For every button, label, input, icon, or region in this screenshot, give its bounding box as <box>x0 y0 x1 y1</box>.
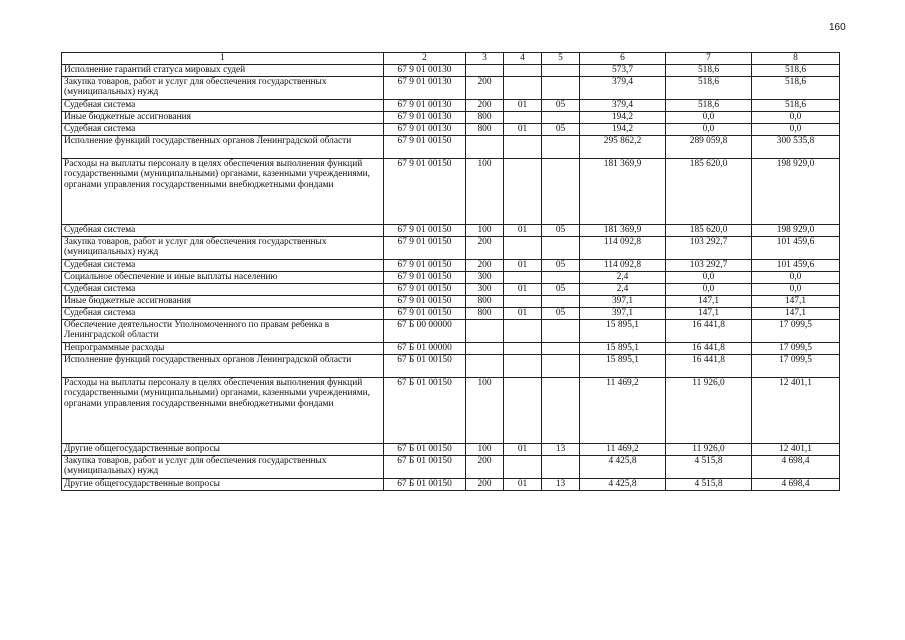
table-row <box>62 283 840 295</box>
cell-name: Иные бюджетные ассигнования <box>62 295 384 307</box>
cell-name: Судебная система <box>62 123 384 135</box>
cell-amount-year2: 185 620,0 <box>666 158 752 224</box>
cell-subsection <box>542 354 580 377</box>
header-cell: 6 <box>580 53 666 65</box>
budget-table <box>61 52 840 491</box>
cell-amount-year2: 289 059,8 <box>666 135 752 158</box>
cell-amount-year2: 11 926,0 <box>666 443 752 455</box>
header-cell: 5 <box>542 53 580 65</box>
cell-code: 67 9 01 00150 <box>384 135 466 158</box>
cell-code: 67 Б 01 00150 <box>384 443 466 455</box>
table-row <box>62 271 840 283</box>
cell-name: Расходы на выплаты персоналу в целях обеспечения выполнения функций государственными (муниципальными) органами, казенными учреждениями, органами управления государственными внебюджетными фондами <box>62 158 384 224</box>
table-row <box>62 64 840 76</box>
cell-code: 67 9 01 00130 <box>384 64 466 76</box>
cell-expense-type: 100 <box>466 443 504 455</box>
table-row <box>62 76 840 99</box>
cell-section: 01 <box>504 99 542 111</box>
table-row <box>62 99 840 111</box>
header-cell: 4 <box>504 53 542 65</box>
cell-subsection <box>542 111 580 123</box>
cell-expense-type <box>466 135 504 158</box>
cell-subsection <box>542 158 580 224</box>
table-row <box>62 123 840 135</box>
cell-expense-type: 200 <box>466 455 504 478</box>
cell-name: Обеспечение деятельности Уполномоченного по правам ребенка в Ленинградской области <box>62 319 384 342</box>
cell-subsection <box>542 319 580 342</box>
header-cell: 8 <box>752 53 840 65</box>
cell-amount-year1: 15 895,1 <box>580 354 666 377</box>
cell-amount-year1: 397,1 <box>580 295 666 307</box>
cell-amount-year3: 147,1 <box>752 307 840 319</box>
cell-subsection <box>542 64 580 76</box>
cell-code: 67 Б 00 00000 <box>384 319 466 342</box>
cell-code: 67 9 01 00150 <box>384 224 466 236</box>
cell-section: 01 <box>504 443 542 455</box>
cell-amount-year1: 11 469,2 <box>580 443 666 455</box>
cell-amount-year2: 0,0 <box>666 111 752 123</box>
header-cell: 7 <box>666 53 752 65</box>
cell-section <box>504 342 542 354</box>
page-number: 160 <box>829 22 846 33</box>
cell-subsection <box>542 271 580 283</box>
table-row <box>62 236 840 259</box>
cell-amount-year1: 2,4 <box>580 283 666 295</box>
cell-amount-year2: 518,6 <box>666 64 752 76</box>
table-row <box>62 342 840 354</box>
cell-amount-year1: 379,4 <box>580 99 666 111</box>
cell-amount-year3: 12 401,1 <box>752 443 840 455</box>
cell-amount-year2: 103 292,7 <box>666 236 752 259</box>
cell-section: 01 <box>504 123 542 135</box>
cell-amount-year3: 518,6 <box>752 64 840 76</box>
cell-expense-type: 100 <box>466 377 504 443</box>
cell-amount-year1: 114 092,8 <box>580 259 666 271</box>
cell-subsection: 05 <box>542 307 580 319</box>
cell-name: Судебная система <box>62 224 384 236</box>
cell-expense-type: 300 <box>466 271 504 283</box>
cell-code: 67 Б 01 00000 <box>384 342 466 354</box>
cell-amount-year1: 181 369,9 <box>580 158 666 224</box>
cell-section <box>504 377 542 443</box>
cell-expense-type: 100 <box>466 224 504 236</box>
cell-section <box>504 354 542 377</box>
cell-amount-year3: 0,0 <box>752 111 840 123</box>
cell-subsection <box>542 377 580 443</box>
cell-section <box>504 111 542 123</box>
header-cell: 3 <box>466 53 504 65</box>
cell-amount-year3: 0,0 <box>752 123 840 135</box>
header-cell: 2 <box>384 53 466 65</box>
cell-amount-year3: 4 698,4 <box>752 478 840 490</box>
cell-subsection: 05 <box>542 283 580 295</box>
cell-name: Расходы на выплаты персоналу в целях обеспечения выполнения функций государственными (муниципальными) органами, казенными учреждениями, органами управления государственными внебюджетными фондами <box>62 377 384 443</box>
table-row <box>62 455 840 478</box>
cell-name: Другие общегосударственные вопросы <box>62 478 384 490</box>
cell-section: 01 <box>504 478 542 490</box>
cell-section <box>504 455 542 478</box>
cell-amount-year1: 194,2 <box>580 123 666 135</box>
cell-section: 01 <box>504 259 542 271</box>
cell-amount-year3: 147,1 <box>752 295 840 307</box>
cell-code: 67 9 01 00150 <box>384 283 466 295</box>
cell-amount-year3: 0,0 <box>752 271 840 283</box>
cell-section: 01 <box>504 307 542 319</box>
cell-section <box>504 236 542 259</box>
cell-expense-type <box>466 354 504 377</box>
cell-amount-year2: 16 441,8 <box>666 354 752 377</box>
cell-expense-type: 200 <box>466 259 504 271</box>
cell-amount-year3: 101 459,6 <box>752 259 840 271</box>
cell-amount-year2: 16 441,8 <box>666 319 752 342</box>
cell-name: Судебная система <box>62 259 384 271</box>
cell-code: 67 9 01 00130 <box>384 111 466 123</box>
cell-amount-year1: 194,2 <box>580 111 666 123</box>
cell-code: 67 9 01 00150 <box>384 295 466 307</box>
cell-expense-type <box>466 319 504 342</box>
cell-amount-year1: 11 469,2 <box>580 377 666 443</box>
cell-amount-year3: 0,0 <box>752 283 840 295</box>
cell-amount-year2: 11 926,0 <box>666 377 752 443</box>
cell-name: Другие общегосударственные вопросы <box>62 443 384 455</box>
cell-amount-year3: 4 698,4 <box>752 455 840 478</box>
cell-amount-year3: 198 929,0 <box>752 158 840 224</box>
cell-code: 67 9 01 00150 <box>384 271 466 283</box>
cell-name: Закупка товаров, работ и услуг для обеспечения государственных (муниципальных) нужд <box>62 236 384 259</box>
table-row <box>62 111 840 123</box>
table-row <box>62 307 840 319</box>
table-row <box>62 377 840 443</box>
cell-subsection <box>542 295 580 307</box>
cell-name: Судебная система <box>62 283 384 295</box>
cell-amount-year2: 103 292,7 <box>666 259 752 271</box>
cell-amount-year2: 0,0 <box>666 271 752 283</box>
cell-name: Закупка товаров, работ и услуг для обеспечения государственных (муниципальных) нужд <box>62 76 384 99</box>
cell-subsection <box>542 236 580 259</box>
cell-section <box>504 271 542 283</box>
cell-code: 67 9 01 00130 <box>384 123 466 135</box>
cell-amount-year2: 185 620,0 <box>666 224 752 236</box>
table-row <box>62 295 840 307</box>
cell-code: 67 Б 01 00150 <box>384 455 466 478</box>
table-row <box>62 259 840 271</box>
cell-expense-type: 800 <box>466 295 504 307</box>
cell-amount-year1: 4 425,8 <box>580 455 666 478</box>
cell-amount-year3: 300 535,8 <box>752 135 840 158</box>
cell-subsection: 05 <box>542 123 580 135</box>
cell-name: Судебная система <box>62 99 384 111</box>
cell-amount-year1: 379,4 <box>580 76 666 99</box>
cell-amount-year1: 4 425,8 <box>580 478 666 490</box>
table-row <box>62 319 840 342</box>
cell-amount-year2: 147,1 <box>666 295 752 307</box>
cell-subsection: 05 <box>542 259 580 271</box>
cell-subsection <box>542 76 580 99</box>
cell-code: 67 9 01 00130 <box>384 76 466 99</box>
cell-section <box>504 135 542 158</box>
cell-section <box>504 64 542 76</box>
cell-subsection: 13 <box>542 478 580 490</box>
cell-code: 67 9 01 00150 <box>384 259 466 271</box>
cell-code: 67 9 01 00130 <box>384 99 466 111</box>
cell-amount-year3: 17 099,5 <box>752 342 840 354</box>
cell-code: 67 9 01 00150 <box>384 236 466 259</box>
cell-amount-year1: 397,1 <box>580 307 666 319</box>
cell-expense-type: 200 <box>466 236 504 259</box>
cell-section <box>504 158 542 224</box>
cell-section <box>504 295 542 307</box>
cell-subsection: 05 <box>542 224 580 236</box>
cell-expense-type: 200 <box>466 99 504 111</box>
cell-name: Исполнение функций государственных органов Ленинградской области <box>62 354 384 377</box>
cell-amount-year1: 15 895,1 <box>580 342 666 354</box>
cell-amount-year3: 518,6 <box>752 76 840 99</box>
table-row <box>62 443 840 455</box>
cell-name: Непрограммные расходы <box>62 342 384 354</box>
cell-subsection <box>542 455 580 478</box>
cell-amount-year2: 4 515,8 <box>666 478 752 490</box>
cell-code: 67 9 01 00150 <box>384 307 466 319</box>
cell-subsection <box>542 342 580 354</box>
cell-amount-year3: 17 099,5 <box>752 319 840 342</box>
cell-expense-type: 800 <box>466 111 504 123</box>
cell-expense-type: 200 <box>466 478 504 490</box>
cell-name: Судебная система <box>62 307 384 319</box>
cell-amount-year3: 101 459,6 <box>752 236 840 259</box>
cell-name: Социальное обеспечение и иные выплаты населению <box>62 271 384 283</box>
cell-name: Закупка товаров, работ и услуг для обеспечения государственных (муниципальных) нужд <box>62 455 384 478</box>
cell-amount-year2: 4 515,8 <box>666 455 752 478</box>
cell-amount-year3: 518,6 <box>752 99 840 111</box>
cell-amount-year1: 15 895,1 <box>580 319 666 342</box>
cell-section: 01 <box>504 224 542 236</box>
cell-name: Иные бюджетные ассигнования <box>62 111 384 123</box>
cell-amount-year1: 114 092,8 <box>580 236 666 259</box>
cell-code: 67 Б 01 00150 <box>384 354 466 377</box>
cell-amount-year1: 573,7 <box>580 64 666 76</box>
cell-expense-type <box>466 64 504 76</box>
cell-amount-year2: 16 441,8 <box>666 342 752 354</box>
header-cell: 1 <box>62 53 384 65</box>
cell-section <box>504 76 542 99</box>
table-row <box>62 354 840 377</box>
cell-expense-type: 300 <box>466 283 504 295</box>
cell-code: 67 9 01 00150 <box>384 158 466 224</box>
cell-expense-type: 800 <box>466 123 504 135</box>
cell-expense-type: 200 <box>466 76 504 99</box>
cell-amount-year2: 518,6 <box>666 76 752 99</box>
cell-amount-year2: 518,6 <box>666 99 752 111</box>
cell-expense-type: 100 <box>466 158 504 224</box>
cell-amount-year2: 0,0 <box>666 283 752 295</box>
cell-code: 67 Б 01 00150 <box>384 478 466 490</box>
cell-amount-year3: 12 401,1 <box>752 377 840 443</box>
cell-subsection <box>542 135 580 158</box>
cell-name: Исполнение гарантий статуса мировых судей <box>62 64 384 76</box>
cell-amount-year3: 198 929,0 <box>752 224 840 236</box>
table-row <box>62 158 840 224</box>
cell-amount-year1: 2,4 <box>580 271 666 283</box>
cell-expense-type <box>466 342 504 354</box>
cell-subsection: 05 <box>542 99 580 111</box>
cell-amount-year1: 295 862,2 <box>580 135 666 158</box>
cell-amount-year2: 147,1 <box>666 307 752 319</box>
table-row <box>62 135 840 158</box>
table-header-row <box>62 53 840 65</box>
cell-amount-year2: 0,0 <box>666 123 752 135</box>
cell-subsection: 13 <box>542 443 580 455</box>
cell-expense-type: 800 <box>466 307 504 319</box>
table-row <box>62 224 840 236</box>
cell-section <box>504 319 542 342</box>
cell-amount-year3: 17 099,5 <box>752 354 840 377</box>
table-row <box>62 478 840 490</box>
cell-code: 67 Б 01 00150 <box>384 377 466 443</box>
cell-amount-year1: 181 369,9 <box>580 224 666 236</box>
cell-name: Исполнение функций государственных органов Ленинградской области <box>62 135 384 158</box>
cell-section: 01 <box>504 283 542 295</box>
